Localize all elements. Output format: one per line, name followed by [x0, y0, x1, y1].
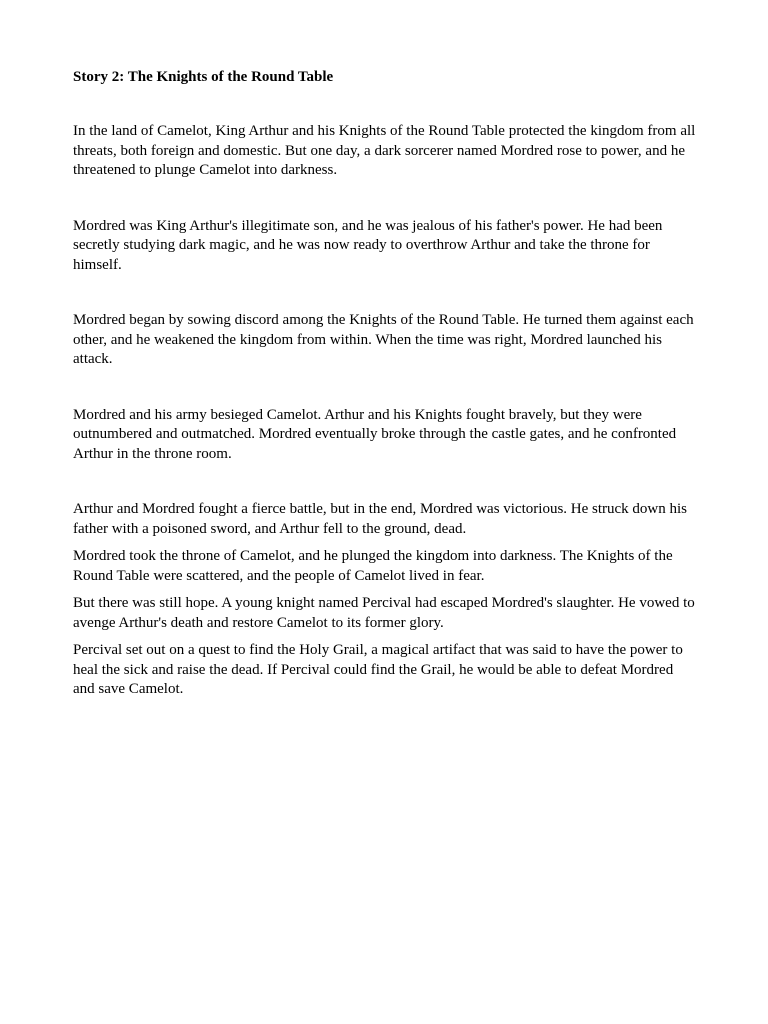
paragraph: Mordred was King Arthur's illegitimate son, and he was jealous of his father's power. He had been secretly studying dark magic, and he was now ready to overthrow Arthur and take the throne for himself. [73, 217, 663, 273]
paragraph: Mordred took the throne of Camelot, and he plunged the kingdom into darkness. The Knights of the Round Table were scattered, and the people of Camelot lived in fear. [73, 548, 673, 584]
story-title: Story 2: The Knights of the Round Table [73, 69, 334, 85]
paragraph: Mordred and his army besieged Camelot. Arthur and his Knights fought bravely, but they were outnumbered and outmatched. Mordred eventually broke through the castle gates, and he confronted Arthur in the throne room. [73, 406, 677, 462]
paragraph: Mordred began by sowing discord among the Knights of the Round Table. He turned them against each other, and he weakened the kingdom from within. When the time was right, Mordred launched his attack. [73, 312, 694, 367]
paragraph: In the land of Camelot, King Arthur and his Knights of the Round Table protected the kingdom from all threats, both foreign and domestic. But one day, a dark sorcerer named Mordred rose to power, and he threatened to plunge Camelot into darkness. [73, 123, 696, 178]
paragraph: Percival set out on a quest to find the Holy Grail, a magical artifact that was said to have the power to heal the sick and raise the dead. If Percival could find the Grail, he would be able to defeat Mordred and save Camelot. [73, 642, 683, 697]
paragraph: Arthur and Mordred fought a fierce battle, but in the end, Mordred was victorious. He struck down his father with a poisoned sword, and Arthur fell to the ground, dead. [73, 501, 688, 537]
paragraph: But there was still hope. A young knight named Percival had escaped Mordred's slaughter. He vowed to avenge Arthur's death and restore Camelot to its former glory. [73, 595, 695, 631]
document-body [73, 66, 697, 700]
